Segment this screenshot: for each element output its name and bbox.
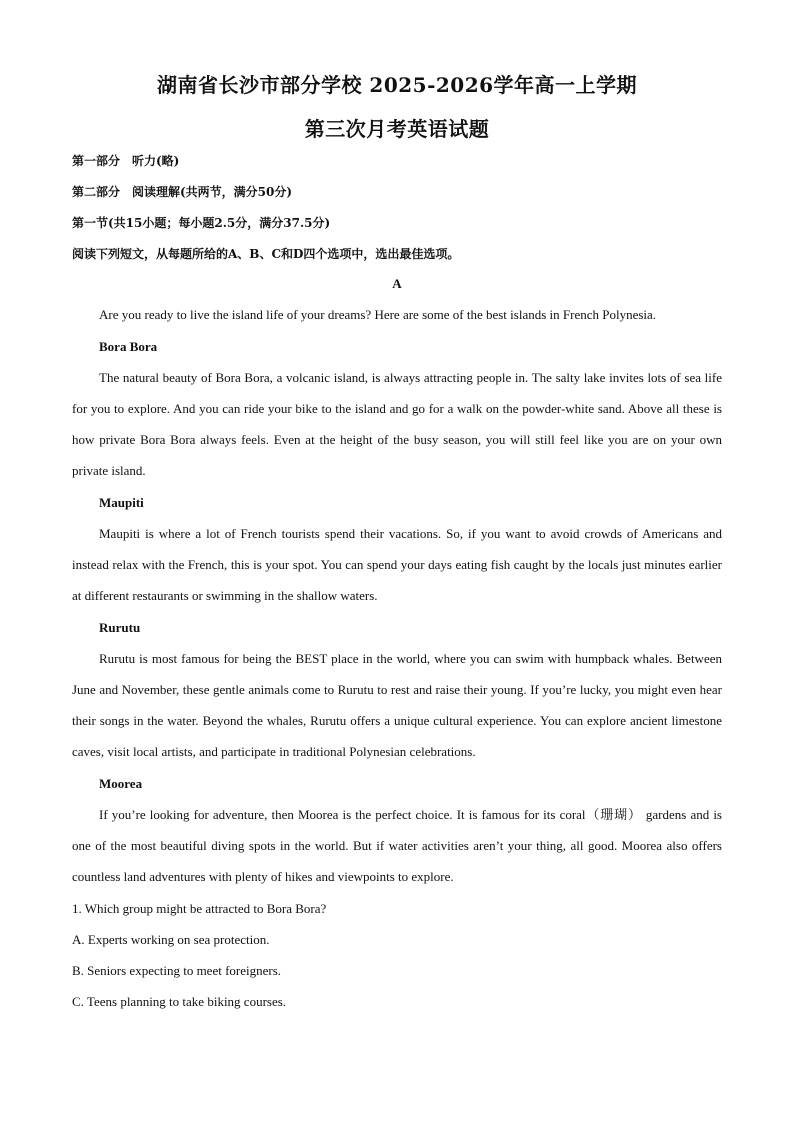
instruction-text: 阅读下列短文，从每题所给的A、B、C和D四个选项中，选出最佳选项。: [72, 247, 460, 261]
question-1-option-b: B. Seniors expecting to meet foreigners.: [72, 963, 282, 978]
island-paragraph-rurutu: Rurutu is most famous for being the BEST place in the world, where you can swim with humpback whales. Between June and November, these gentle animals come to Rurutu to rest and raise their young. If you’re lucky, you might even hear their songs in the water. Beyond the whales, Rurutu offers a unique cultural experience. You can explore ancient limestone caves, visit local artists, and participate in traditional Polynesian celebrations.: [72, 651, 722, 759]
part-2-heading: 第二部分 阅读理解(共两节，满分50分): [72, 185, 293, 199]
question-1-option-c: C. Teens planning to take biking courses.: [72, 994, 287, 1009]
exam-title-line-2: 第三次月考英语试题: [304, 117, 490, 141]
section-1-heading: 第一节(共15小题；每小题2.5分，满分37.5分): [72, 216, 331, 230]
exam-title-line-1: 湖南省长沙市部分学校 2025-2026学年高一上学期: [156, 73, 638, 97]
part-1-heading: 第一部分 听力(略): [72, 154, 180, 168]
island-heading-rurutu: Rurutu: [99, 620, 141, 635]
island-heading-moorea: Moorea: [99, 776, 143, 791]
island-paragraph-maupiti: Maupiti is where a lot of French tourists spend their vacations. So, if you want to avoid crowds of Americans and instead relax with the French, this is your spot. You can spend your days eating fish caught by the locals just minutes earlier at different restaurants or swimming in the shallow waters.: [72, 526, 722, 603]
island-paragraph-moorea: If you’re looking for adventure, then Moorea is the perfect choice. It is famous for its coral（珊瑚） gardens and is one of the most beautiful diving spots in the world. But if water activities aren’t your thing, all good. Moorea also offers countless land adventures with plenty of hikes and viewpoints to explore.: [72, 807, 722, 884]
island-paragraph-bora-bora: The natural beauty of Bora Bora, a volcanic island, is always attracting people in. The salty lake invites lots of sea life for you to explore. And you can ride your bike to the island and go for a walk on the powder-white sand. Above all these is how private Bora Bora always feels. Even at the height of the busy season, you will still feel like you are on your own private island.: [72, 370, 722, 478]
question-1-stem: 1. Which group might be attracted to Bora Bora?: [72, 901, 327, 916]
passage-intro: Are you ready to live the island life of your dreams? Here are some of the best islands in French Polynesia.: [99, 307, 657, 322]
island-heading-maupiti: Maupiti: [99, 495, 144, 510]
question-1-option-a: A. Experts working on sea protection.: [72, 932, 270, 947]
passage-letter: A: [392, 276, 402, 291]
island-heading-bora-bora: Bora Bora: [99, 339, 158, 354]
